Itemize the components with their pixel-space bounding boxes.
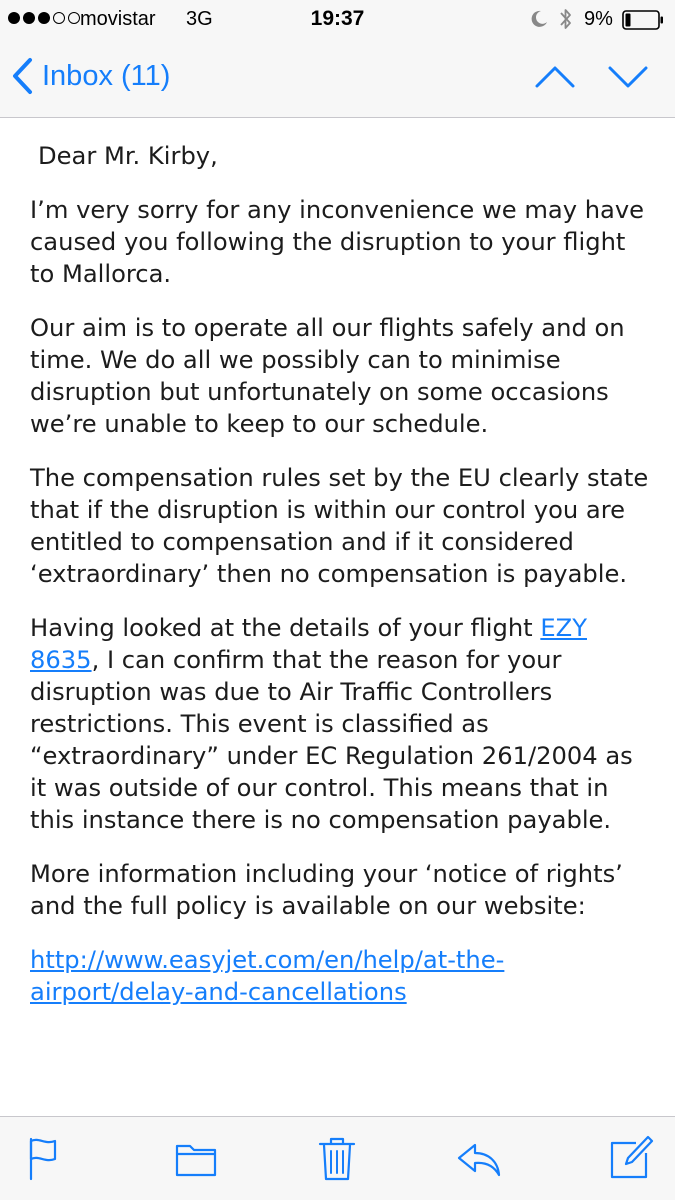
email-body (30, 140, 650, 1030)
bluetooth-icon (558, 7, 574, 31)
next-message-button[interactable] (606, 60, 650, 94)
chevron-down-icon (606, 60, 650, 94)
email-paragraph: Our aim is to operate all our flights safely and on time. We do all we possibly can to minimise disruption but unfortunately on some occasions we’re unable to keep to our schedule. (30, 314, 625, 438)
email-text: , I can confirm that the reason for your disruption was due to Air Traffic Controllers restrictions. This event is classified as “extraordinary” under EC Regulation 261/2004 as it was outside of our control. This means that in this instance there is no compensation payable. (30, 646, 633, 834)
email-paragraph (30, 612, 650, 836)
email-greeting: Dear Mr. Kirby, (38, 142, 218, 170)
chevron-up-icon (533, 60, 577, 94)
flag-icon (22, 1135, 68, 1181)
website-link[interactable]: http://www.easyjet.com/en/help/at-the-airport/delay-and-cancellations (30, 946, 505, 1006)
email-paragraph: I’m very sorry for any inconvenience we may have caused you following the disruption to your flight to Mallorca. (30, 196, 645, 288)
navigation-bar (0, 40, 675, 118)
chevron-left-icon (10, 57, 34, 95)
flight-number-link[interactable]: EZY 8635 (30, 614, 587, 674)
compose-button[interactable] (608, 1135, 654, 1181)
email-paragraph (30, 944, 650, 1008)
previous-message-button[interactable] (533, 60, 577, 94)
back-button-label: Inbox (11) (42, 59, 171, 92)
flag-button[interactable] (22, 1135, 68, 1181)
back-to-inbox-button[interactable] (10, 54, 170, 98)
carrier-name: movistar (80, 8, 156, 30)
email-text: Having looked at the details of your flight (30, 614, 541, 642)
email-paragraph: The compensation rules set by the EU clearly state that if the disruption is within our control you are entitled to compensation and if it considered ‘extraordinary’ then no compensation is payable. (30, 464, 649, 588)
email-paragraph: More information including your ‘notice of rights’ and the full policy is available on our website: (30, 860, 623, 920)
do-not-disturb-moon-icon (530, 10, 548, 28)
network-type: 3G (186, 8, 213, 30)
folder-icon (173, 1135, 219, 1181)
status-bar (0, 0, 675, 40)
compose-icon (608, 1135, 654, 1181)
move-to-folder-button[interactable] (173, 1135, 219, 1181)
reply-icon (456, 1135, 502, 1181)
battery-percent: 9% (584, 8, 613, 30)
trash-button[interactable] (314, 1135, 360, 1181)
trash-icon (314, 1135, 360, 1181)
status-time: 19:37 (310, 7, 365, 30)
battery-icon (622, 10, 664, 30)
reply-button[interactable] (456, 1135, 502, 1181)
bottom-toolbar (0, 1116, 675, 1200)
